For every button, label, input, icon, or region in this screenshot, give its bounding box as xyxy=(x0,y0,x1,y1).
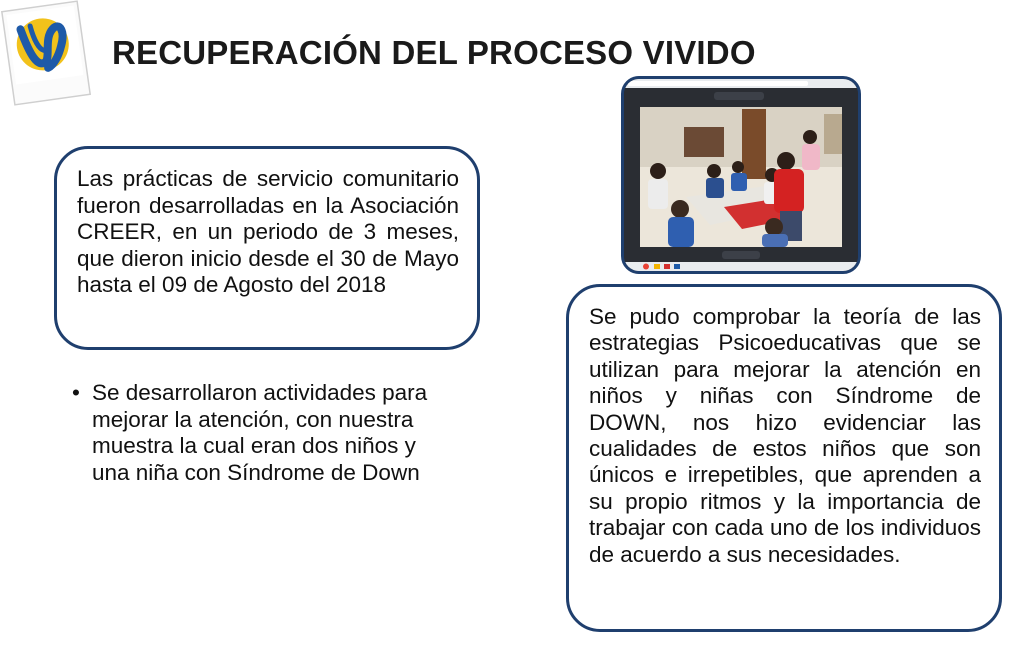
bullet-marker: • xyxy=(72,380,80,405)
info-box-conclusion-text: Se pudo comprobar la teoría de las estrategias Psicoeducativas que se utilizan para mejorar la atención en niños y niñas con Síndrome de DOWN, nos hizo evidenciar las cualidades de estos niños que son únicos e irrepetibles, que aprenden a su propio ritmos y la importancia de trabajar con cada uno de los individuos de acuerdo a sus necesidades. xyxy=(589,304,981,567)
info-box-practicas-text: Las prácticas de servicio comunitario fueron desarrolladas en la Asociación CREER, en un periodo de 3 meses, que dieron inicio desde el 30 de Mayo hasta el 09 de Agosto del 2018 xyxy=(77,166,459,297)
logo-mark-icon xyxy=(0,0,92,107)
page-title: RECUPERACIÓN DEL PROCESO VIVIDO xyxy=(112,34,756,71)
info-box-practicas xyxy=(54,146,480,350)
bullet-text: Se desarrollaron actividades para mejorar la atención, con nuestra muestra la cual eran dos niños y una niña con Síndrome de Down xyxy=(92,380,428,485)
bullet-list xyxy=(72,380,452,486)
info-box-conclusion xyxy=(566,284,1002,632)
logo xyxy=(0,0,92,107)
bullet-item xyxy=(72,380,452,486)
photo-screenshot-icon xyxy=(624,79,858,271)
activity-photo xyxy=(621,76,861,274)
